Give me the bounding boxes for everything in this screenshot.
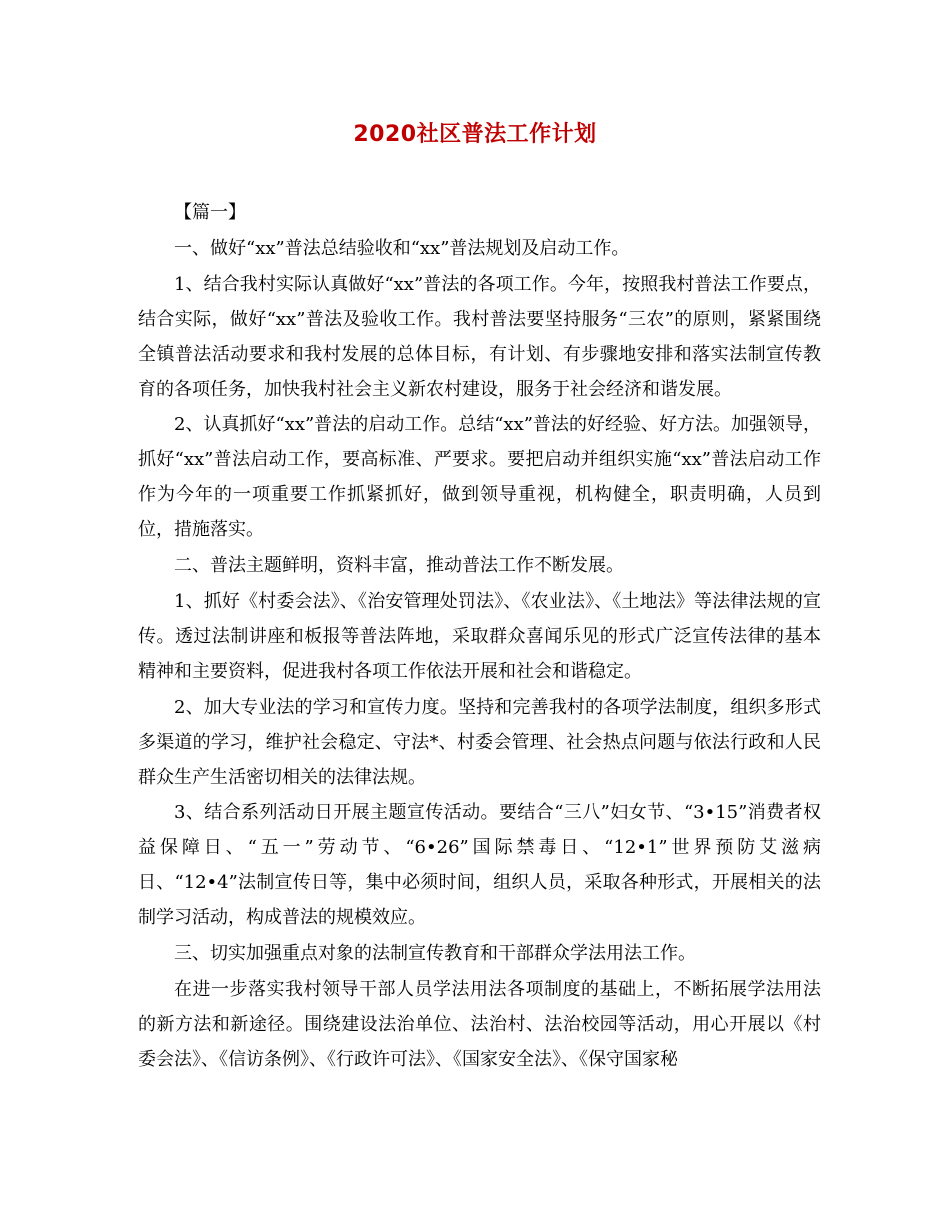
paragraph-2-2: 2、加大专业法的学习和宣传力度。坚持和完善我村的各项学法制度，组织多形式多渠道的学习，维护社会稳定、守法*、村委会管理、社会热点问题与依法行政和人民群众生产生活密切相关的法律法规。 <box>138 696 821 788</box>
paragraph-2-3: 3、结合系列活动日开展主题宣传活动。要结合“三八”妇女节、“3•15”消费者权益保障日、“五一”劳动节、“6•26”国际禁毒日、“12•1”世界预防艾滋病日、“12•4”法制宣传日等，集中必须时间，组织人员，采取各种形式，开展相关的法制学习活动，构成普法的规模效应。 <box>138 802 821 929</box>
section-heading-3: 三、切实加强重点对象的法制宣传教育和干部群众学法用法工作。 <box>174 943 696 964</box>
paragraph-2-1: 1、抓好《村委会法》、《治安管理处罚法》、《农业法》、《土地法》等法律法规的宣传。透过法制讲座和板报等普法阵地，采取群众喜闻乐见的形式广泛宣传法律的基本精神和主要资料，促进我村各项工作依法开展和社会和谐稳定。 <box>138 590 821 682</box>
paragraph-1-1: 1、结合我村实际认真做好“xx”普法的各项工作。今年，按照我村普法工作要点，结合实际，做好“xx”普法及验收工作。我村普法要坚持服务“三农”的原则，紧紧围绕全镇普法活动要求和我村发展的总体目标，有计划、有步骤地安排和落实法制宣传教育的各项任务，加快我村社会主义新农村建设，服务于社会经济和谐发展。 <box>138 273 821 400</box>
section-label: 【篇一】 <box>174 202 246 223</box>
section-heading-2: 二、普法主题鲜明，资料丰富，推动普法工作不断发展。 <box>174 555 624 576</box>
document-body <box>138 195 821 1078</box>
section-heading-1: 一、做好“xx”普法总结验收和“xx”普法规划及启动工作。 <box>174 237 630 259</box>
paragraph-1-2: 2、认真抓好“xx”普法的启动工作。总结“xx”普法的好经验、好方法。加强领导，抓好“xx”普法启动工作，要高标准、严要求。要把启动并组织实施“xx”普法启动工作作为今年的一项重要工作抓紧抓好，做到领导重视，机构健全，职责明确，人员到位，措施落实。 <box>138 414 821 541</box>
paragraph-3-1: 在进一步落实我村领导干部人员学法用法各项制度的基础上，不断拓展学法用法的新方法和新途径。围绕建设法治单位、法治村、法治校园等活动，用心开展以《村委会法》、《信访条例》、《行政许可法》、《国家安全法》、《保守国家秘 <box>138 978 821 1070</box>
document-title: 2020社区普法工作计划 <box>353 122 597 147</box>
